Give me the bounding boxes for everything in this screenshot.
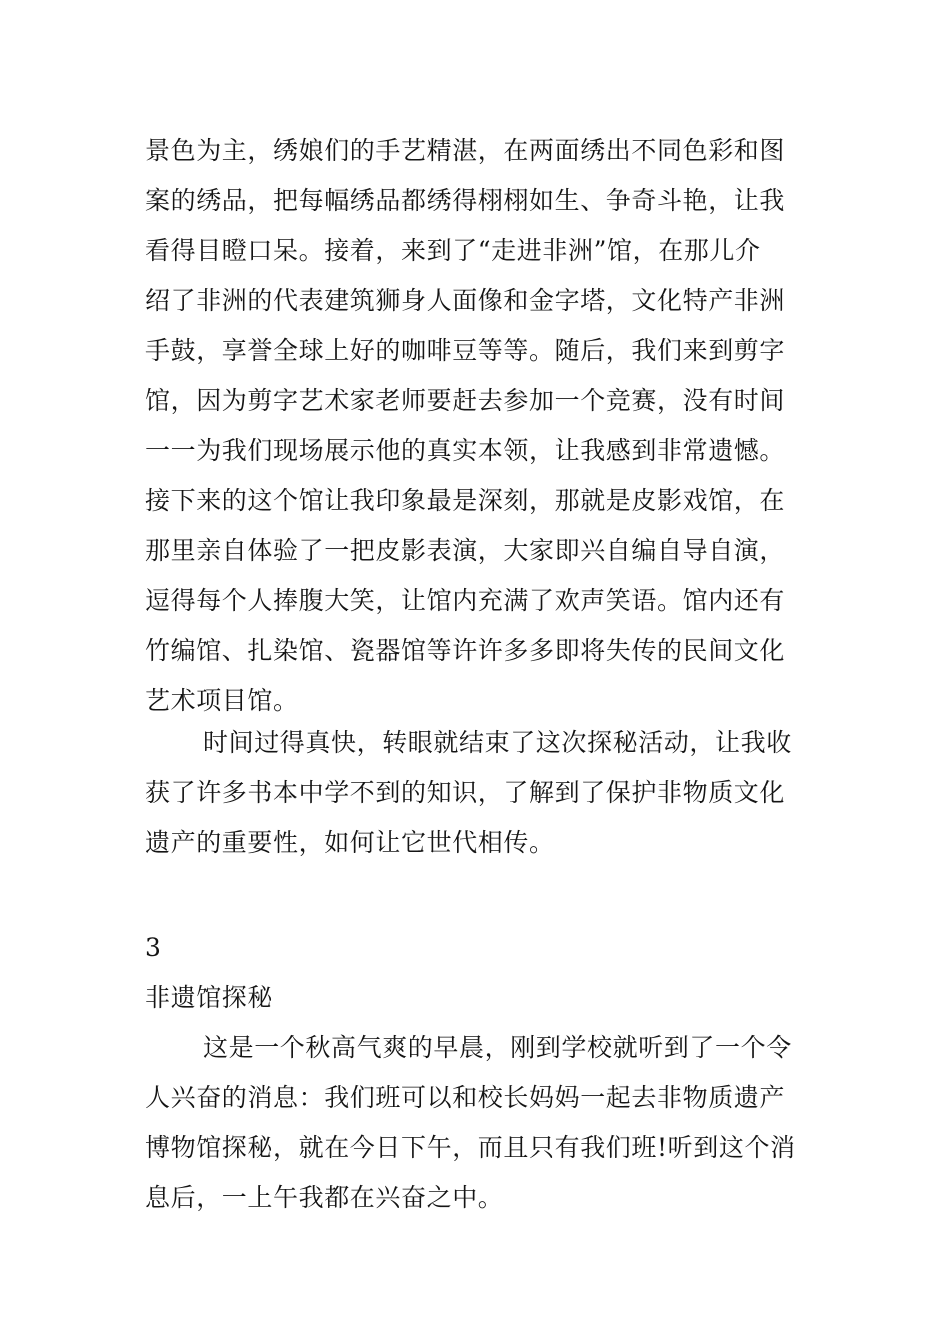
text-line: 艺术项目馆。 xyxy=(145,686,299,715)
text-line: 博物馆探秘，就在今日下午，而且只有我们班!听到这个消 xyxy=(145,1133,796,1162)
text-line: 息后，一上午我都在兴奋之中。 xyxy=(145,1183,504,1212)
text-line: 一一为我们现场展示他的真实本领，让我感到非常遗憾。 xyxy=(145,436,786,465)
text-line: 手鼓，享誉全球上好的咖啡豆等等。随后，我们来到剪字 xyxy=(145,336,786,365)
paragraph-opening xyxy=(145,1023,815,1223)
text-line: 案的绣品，把每幅绣品都绣得栩栩如生、争奇斗艳，让我 xyxy=(145,186,786,215)
text-line: 人兴奋的消息：我们班可以和校长妈妈一起去非物质遗产 xyxy=(145,1083,786,1112)
text-line: 逗得每个人捧腹大笑，让馆内充满了欢声笑语。馆内还有 xyxy=(145,586,786,615)
paragraph-exhibition-tour xyxy=(145,126,815,726)
text-line: 接下来的这个馆让我印象最是深刻，那就是皮影戏馆，在 xyxy=(145,486,786,515)
paragraph-conclusion xyxy=(145,718,815,868)
text-line: 这是一个秋高气爽的早晨，刚到学校就听到了一个令 xyxy=(203,1033,792,1062)
text-line: 绍了非洲的代表建筑狮身人面像和金字塔，文化特产非洲 xyxy=(145,286,786,315)
text-line: 那里亲自体验了一把皮影表演，大家即兴自编自导自演， xyxy=(145,536,786,565)
text-line: 获了许多书本中学不到的知识，了解到了保护非物质文化 xyxy=(145,778,786,807)
section-number: 3 xyxy=(145,933,161,962)
text-line: 竹编馆、扎染馆、瓷器馆等许许多多即将失传的民间文化 xyxy=(145,636,786,665)
text-line: 景色为主，绣娘们的手艺精湛，在两面绣出不同色彩和图 xyxy=(145,136,786,165)
text-line: 遗产的重要性，如何让它世代相传。 xyxy=(145,828,555,857)
text-line: 馆，因为剪字艺术家老师要赶去参加一个竞赛，没有时间 xyxy=(145,386,786,415)
text-line: 时间过得真快，转眼就结束了这次探秘活动，让我收 xyxy=(203,728,792,757)
section-title: 非遗馆探秘 xyxy=(145,983,274,1012)
text-line: 看得目瞪口呆。接着，来到了“走进非洲”馆，在那儿介 xyxy=(145,236,761,265)
